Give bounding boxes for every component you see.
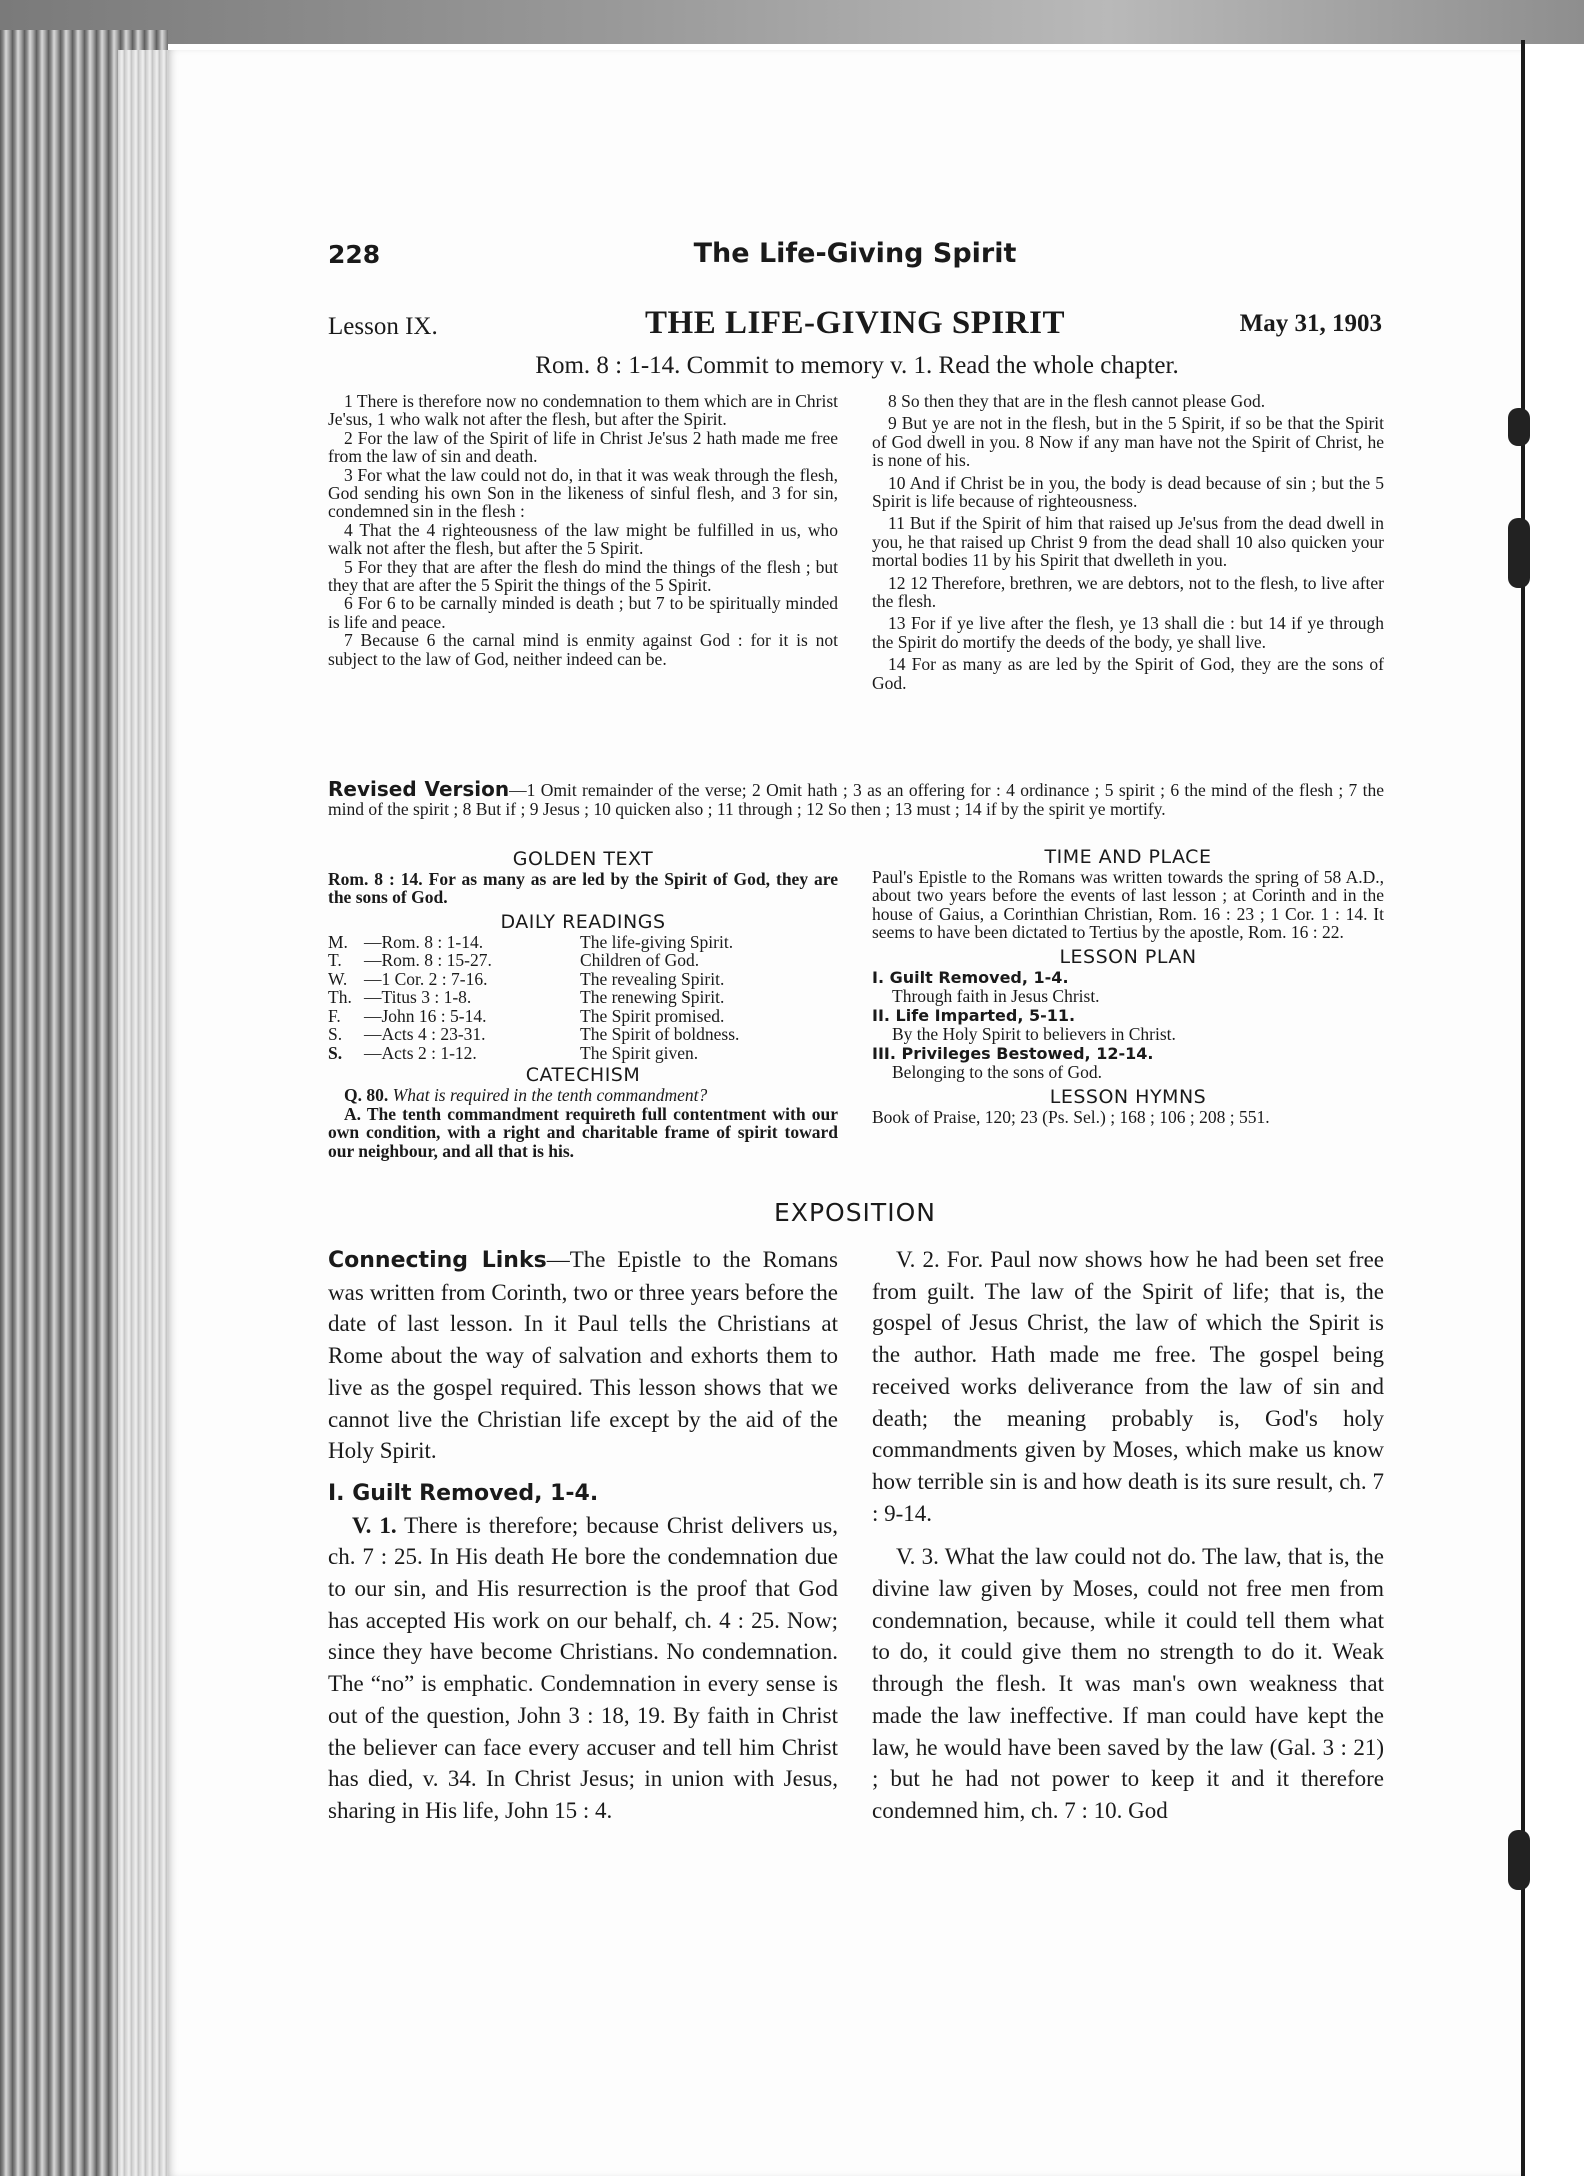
lesson-hymns-heading: LESSON HYMNS [1049,1085,1207,1108]
reading-title: Children of God. [580,950,700,971]
reading-ref: —Acts 2 : 1-12. [364,1042,477,1063]
reading-title: The Spirit promised. [580,1005,725,1026]
time-place-heading: TIME AND PLACE [1044,846,1212,868]
reading-title: The renewing Spirit. [580,987,725,1008]
verse: 9 But ye are not in the flesh, but in the 5 Spirit, if so be that the Spirit of God dwell in you. 8 Now if any man have not the Spirit of Christ, he is none of his. [872,413,1384,471]
lesson-label: Lesson IX. [328,313,438,340]
lesson-plan-item: III. Privileges Bestowed, 12-14. [872,1043,1154,1063]
reading-title: The Spirit of boldness. [580,1024,740,1045]
reading-ref: —Rom. 8 : 1-14. [364,931,484,952]
golden-text: Rom. 8 : 14. For as many as are led by the Spirit of God, they are the sons of God. [328,869,838,908]
verse-label: V. 2. [896,1247,940,1272]
scripture-left-column [328,392,838,668]
exposition-left-column [328,1244,838,1827]
golden-text-heading: GOLDEN TEXT [512,848,654,870]
scripture-right-column [872,392,1384,692]
running-head: The Life-Giving Spirit [693,238,1017,269]
book-page-edges-inner [118,50,168,2176]
binding-clip [1508,408,1530,446]
verse-commentary-text: For. Paul now shows how he had been set free from guilt. The law of the Spirit of life; that is, the gospel of Jesus Christ, the law of which the Spirit is the author. Hath made me free. The gospel being received works deliverance from the law of sin and death; the meaning probably is, God's holy commandments given by Moses, which make us know how terrible sin is and how death is its sure result, ch. 7 : 9-14. [872,1247,1385,1526]
verse-commentary [872,1541,1384,1826]
reading-ref: —Rom. 8 : 15-27. [364,950,492,971]
lesson-plan-list [872,968,1384,1082]
reading-ref: —Acts 4 : 23-31. [364,1024,486,1045]
lesson-plan-desc: Through faith in Jesus Christ. [892,986,1100,1007]
lesson-plan-heading: LESSON PLAN [1059,945,1197,968]
verse-commentary [328,1510,838,1827]
reading-ref: —John 16 : 5-14. [364,1005,487,1026]
reading-row [328,1025,838,1044]
catechism-heading: CATECHISM [525,1064,641,1087]
verse: 3 For what the law could not do, in that it was weak through the flesh, God sending his own Son in the likeness of sinful flesh, and 3 for sin, condemned sin in the flesh : [328,464,838,522]
revised-version-note [328,777,1385,819]
verse: 5 For they that are after the flesh do mind the things of the flesh ; but they that are after the 5 Spirit the things of the 5 Spirit. [328,556,838,596]
verse: 2 For the law of the Spirit of life in Christ Je'sus 2 hath made me free from the law of sin and death. [328,427,838,467]
binding-clip [1508,518,1530,588]
connecting-links-text: —The Epistle to the Romans was written from Corinth, two or three years before the date of last lesson. In it Paul tells the Christians at Rome about the way of salvation and exhorts them to live as the gospel required. This lesson shows that we cannot live the Christian life except by the aid of the Holy Spirit. [328,1247,839,1464]
reading-row [328,951,838,970]
reading-row [328,1007,838,1026]
reading-day: S. [328,1042,343,1063]
verse: 11 But if the Spirit of him that raised up Je'sus from the dead dwell in you, he that raised up Christ 9 from the dead shall 10 also quicken your mortal bodies 11 by his Spirit that dwelleth in you. [872,513,1384,571]
reading-title: The revealing Spirit. [580,968,725,989]
lesson-plan-desc: By the Holy Spirit to believers in Christ. [892,1024,1176,1045]
verse: 4 That the 4 righteousness of the law might be fulfilled in us, who walk not after the flesh, but after the 5 Spirit. [328,519,838,559]
reading-day: T. [328,950,342,971]
verse: 6 For 6 to be carnally minded is death ; but 7 to be spiritually minded is life and peace. [328,593,838,632]
verse: 13 For if ye live after the flesh, ye 13 shall die : but 14 if ye through the Spirit do mortify the deeds of the body, ye shall live. [872,613,1384,652]
verse: 10 And if Christ be in you, the body is dead because of sin ; but the 5 Spirit is life because of righteousness. [872,472,1384,512]
daily-readings-heading: DAILY READINGS [500,910,666,933]
reading-row [328,988,838,1007]
reading-title: The Spirit given. [580,1042,699,1063]
reading-title: The life-giving Spirit. [580,931,734,952]
exposition-heading: EXPOSITION [774,1198,936,1227]
catechism-answer: A. The tenth commandment requireth full contentment with our own condition, with a right and charitable frame of spirit toward our neighbour, and all that is his. [328,1103,838,1161]
verse: 12 12 Therefore, brethren, we are debtors, not to the flesh, to live after the flesh. [872,572,1384,612]
verse-label: V. 3. [896,1544,939,1570]
verse: 14 For as many as are led by the Spirit of God, they are the sons of God. [872,654,1384,693]
lesson-hymns-text: Book of Praise, 120; 23 (Ps. Sel.) ; 168 ; 106 ; 208 ; 551. [872,1106,1270,1127]
reading-day: S. [328,1024,343,1045]
revised-version-label: Revised Version [328,777,510,801]
verse-commentary-text: What the law could not do. The law, that is, the divine law given by Moses, could not free men from condemnation, because, while it could tell them what to do, it could give them no strength to do it. Weak through the flesh. It was man's own weakness that made the law ineffective. If man could have kept the law, he would have been saved by the law (Gal. 3 : 21) ; but he had not power to keep it and it therefore condemned him, ch. 7 : 10. God [872,1544,1384,1823]
reading-day: M. [328,931,348,952]
scripture-reference: Rom. 8 : 1-14. Commit to memory v. 1. Read the whole chapter. [535,352,1179,379]
reading-row [328,1044,838,1063]
reading-day: F. [328,1005,341,1026]
verse: 8 So then they that are in the flesh cannot please God. [888,391,1266,411]
verse-commentary-text: There is therefore; because Christ delivers us, ch. 7 : 25. In His death He bore the condemnation due to our sin, and His resurrection is the proof that God has accepted His work on our behalf, ch. 4 : 25. Now; since they have become Christians. No condemnation. The “no” is emphatic. Condemnation in every sense is out of the question, John 3 : 18, 19. By faith in Christ the believer can face every accuser and tell him Christ has died, v. 34. In Christ Jesus; in union with Jesus, sharing in His life, John 15 : 4. [328,1512,838,1823]
connecting-links-label: Connecting Links [328,1248,547,1273]
lesson-plan-desc: Belonging to the sons of God. [892,1062,1102,1083]
lesson-plan-item: I. Guilt Removed, 1-4. [872,967,1069,987]
lesson-plan-item: II. Life Imparted, 5-11. [872,1005,1076,1025]
verse-label: V. 1. [352,1512,397,1538]
scan-top-edge [0,0,1584,44]
time-place-text: Paul's Epistle to the Romans was written towards the spring of 58 A.D., about two years before the events of last lesson ; at Corinth and in the house of Gaius, a Corinthian Christian, Rom. 16 : 23 ; 1 Cor. 1 : 14. It seems to have been dictated to Tertius by the apostle, Rom. 16 : 22. [872,867,1384,943]
connecting-links [328,1244,838,1467]
page-number: 228 [328,240,381,269]
reading-row [328,970,838,989]
verse: 7 Because 6 the carnal mind is enmity against God : for it is not subject to the law of God, neither indeed can be. [328,630,838,669]
verse-commentary [872,1244,1384,1529]
binding-clip [1508,1830,1530,1890]
daily-readings-table [328,933,838,1063]
exposition-right-column [872,1244,1384,1827]
reading-row [328,933,838,952]
lesson-date: May 31, 1903 [1239,310,1382,337]
lesson-info-left [328,848,838,1160]
catechism-question [328,1086,838,1104]
verse: 1 There is therefore now no condemnation to them which are in Christ Je'sus, 1 who walk not after the flesh, but after the Spirit. [328,391,838,430]
lesson-info-right [872,846,1384,1126]
reading-day: Th. [328,987,352,1008]
revised-version-text: —1 Omit remainder of the verse; 2 Omit hath ; 3 as an offering for : 4 ordinance ; 5 spirit ; 6 the mind of the flesh ; 7 the mind of the spirit ; 8 But if ; 9 Jesus ; 10 quicken also ; 11 through ; 12 So then ; 13 must ; 14 if by the spirit ye mortify. [328,780,1385,819]
reading-ref: —1 Cor. 2 : 7-16. [364,968,488,989]
catechism-question-number: Q. 80. [344,1085,389,1106]
reading-day: W. [328,968,348,989]
section-heading: I. Guilt Removed, 1-4. [328,1480,599,1506]
lesson-title: THE LIFE-GIVING SPIRIT [645,305,1065,341]
reading-ref: —Titus 3 : 1-8. [364,987,472,1008]
catechism-question-text: What is required in the tenth commandment? [392,1085,708,1106]
